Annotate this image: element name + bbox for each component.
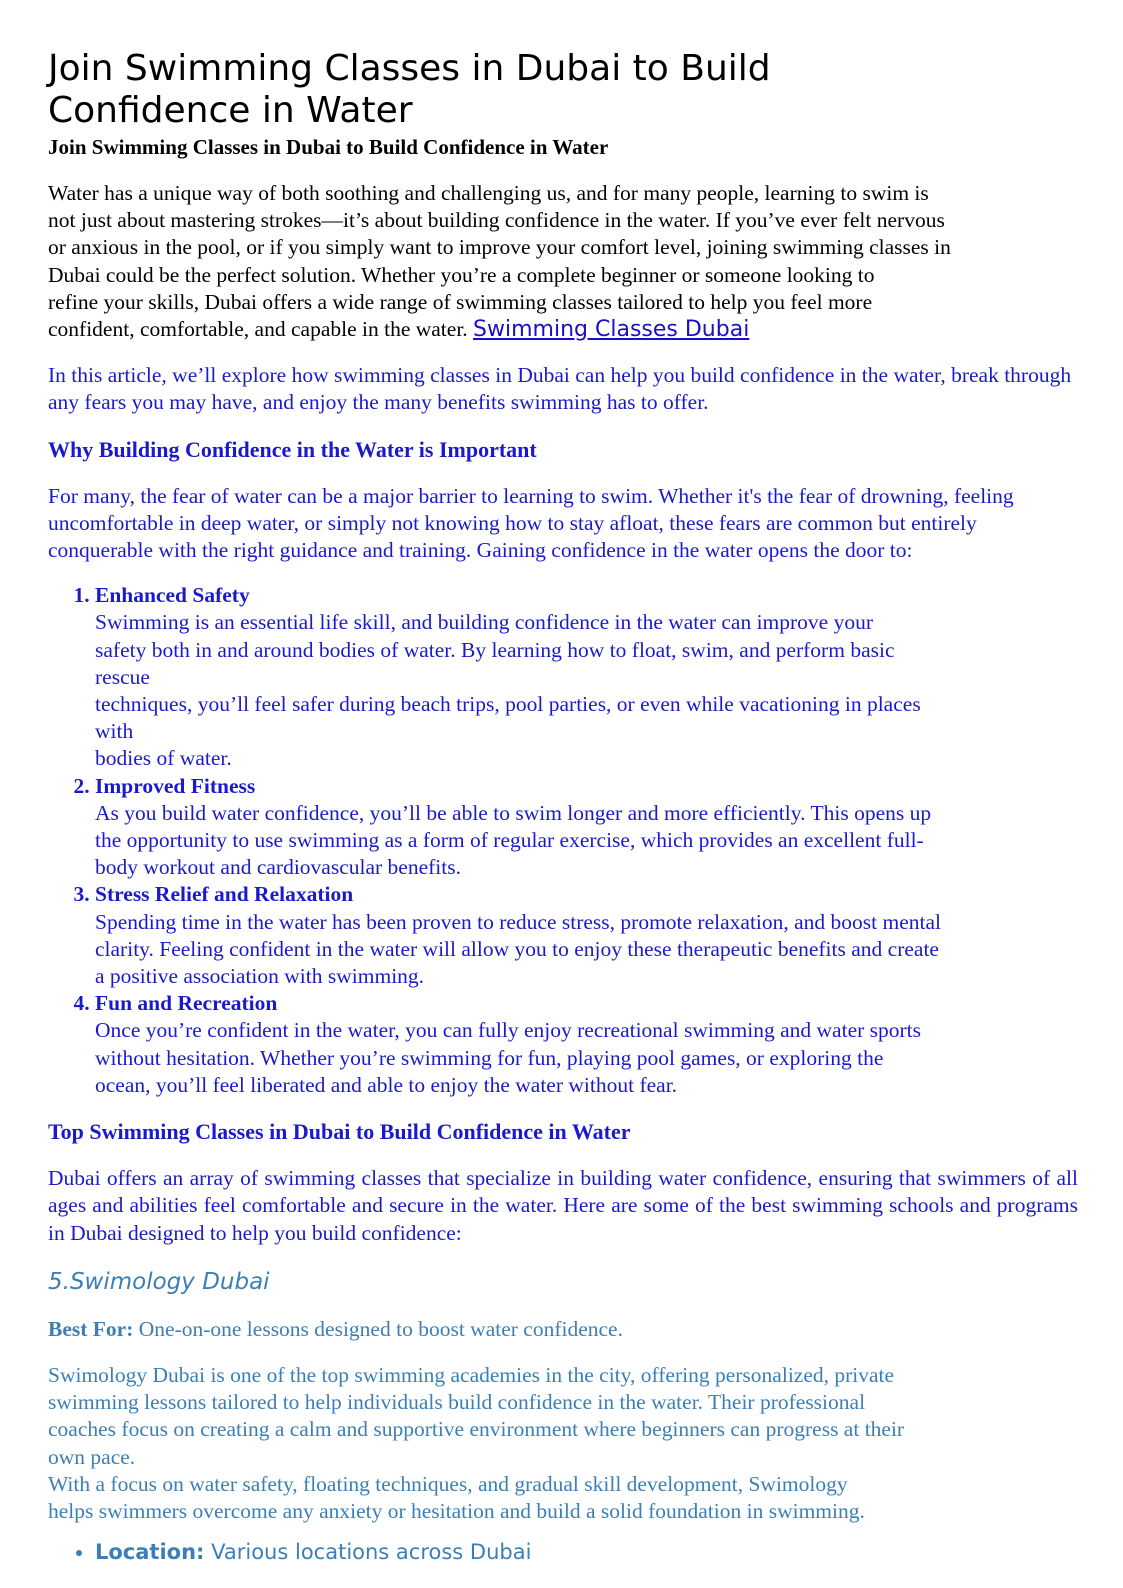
benefit-title: 3. Stress Relief and Relaxation (95, 882, 354, 907)
benefit-line: with (95, 719, 134, 744)
benefit-line: Swimming is an essential life skill, and building confidence in the water can improve your (95, 610, 873, 635)
intro-line: not just about mastering strokes—it’s about building confidence in the water. If you’ve ever felt nervous (48, 208, 945, 233)
intro-line: Dubai could be the perfect solution. Whether you’re a complete beginner or someone looking to (48, 262, 875, 287)
page-subtitle: Join Swimming Classes in Dubai to Build Confidence in Water (48, 135, 609, 159)
section-heading-top-classes: Top Swimming Classes in Dubai to Build Confidence in Water (48, 1119, 631, 1145)
school-description (48, 1362, 1078, 1525)
list-item (95, 1539, 1078, 1566)
school-heading: 5.Swimology Dubai (48, 1268, 270, 1295)
article-paragraph: In this article, we’ll explore how swimming classes in Dubai can help you build confidence in the water, break through any fears you may have, and enjoy the many benefits swimming has to offer. (48, 363, 1072, 415)
intro-line: refine your skills, Dubai offers a wide range of swimming classes tailored to help you feel more (48, 289, 873, 314)
desc-line: helps swimmers overcome any anxiety or hesitation and build a solid foundation in swimming. (48, 1498, 865, 1523)
location-label: Location: (95, 1540, 205, 1565)
benefit-title: 1. Enhanced Safety (95, 583, 250, 608)
best-for-text: One-on-one lessons designed to boost water confidence. (138, 1316, 623, 1341)
benefit-line: safety both in and around bodies of water. By learning how to float, swim, and perform basic (95, 637, 895, 662)
document-page (48, 48, 1078, 1566)
benefit-line: body workout and cardiovascular benefits. (95, 855, 461, 880)
benefit-line: the opportunity to use swimming as a form of regular exercise, which provides an excellent full- (95, 828, 924, 853)
benefits-list (48, 582, 1078, 1099)
benefit-title: 2. Improved Fitness (95, 773, 256, 798)
benefit-line: Once you’re confident in the water, you can fully enjoy recreational swimming and water sports (95, 1018, 922, 1043)
intro-line: Water has a unique way of both soothing and challenging us, and for many people, learning to swim is (48, 181, 929, 205)
benefit-line: rescue (95, 664, 150, 689)
top-classes-paragraph: Dubai offers an array of swimming classes that specialize in building water confidence, ensuring that swimmers of all ages and abilities feel comfortable and secure in the water. Here are some of the best swimming schools and programs in Dubai designed to help you build confidence: (48, 1166, 1078, 1245)
benefit-line: As you build water confidence, you’ll be able to swim longer and more efficiently. This opens up (95, 800, 932, 825)
intro-line: or anxious in the pool, or if you simply want to improve your comfort level, joining swimming classes in (48, 235, 951, 260)
desc-line: own pace. (48, 1444, 136, 1469)
intro-paragraph (48, 180, 1078, 343)
benefit-line: Spending time in the water has been proven to reduce stress, promote relaxation, and boost mental (95, 909, 942, 934)
best-for-label: Best For: (48, 1316, 134, 1341)
list-item (95, 881, 1078, 990)
benefit-line: bodies of water. (95, 746, 232, 771)
desc-line: With a focus on water safety, floating techniques, and gradual skill development, Swimology (48, 1471, 848, 1496)
list-item (95, 773, 1078, 882)
benefit-line: techniques, you’ll feel safer during beach trips, pool parties, or even while vacationing in places (95, 692, 921, 717)
benefit-title: 4. Fun and Recreation (95, 991, 278, 1016)
intro-line: confident, comfortable, and capable in the water. (48, 317, 468, 342)
swimming-classes-link[interactable]: Swimming Classes Dubai (473, 317, 750, 343)
importance-paragraph: For many, the fear of water can be a major barrier to learning to swim. Whether it's the fear of drowning, feeling uncomfortable in deep water, or simply not knowing how to stay afloat, these fears are common but entirely conquerable with the right guidance and training. Gaining confidence in the water opens the door to: (48, 483, 1014, 563)
location-text: Various locations across Dubai (211, 1540, 532, 1565)
desc-line: coaches focus on creating a calm and supportive environment where beginners can progress at their (48, 1417, 905, 1442)
benefit-line: a positive association with swimming. (95, 964, 425, 989)
benefit-line: without hesitation. Whether you’re swimming for fun, playing pool games, or exploring the (95, 1045, 884, 1070)
desc-line: Swimology Dubai is one of the top swimming academies in the city, offering personalized, private (48, 1362, 895, 1387)
list-item (95, 990, 1078, 1099)
desc-line: swimming lessons tailored to help individuals build confidence in the water. Their professional (48, 1390, 866, 1415)
best-for-line (48, 1316, 1078, 1343)
section-heading-importance: Why Building Confidence in the Water is Important (48, 436, 537, 462)
school-facts-list (48, 1539, 1078, 1566)
list-item (95, 582, 1078, 772)
benefit-line: clarity. Feeling confident in the water will allow you to enjoy these therapeutic benefits and create (95, 936, 939, 961)
benefit-line: ocean, you’ll feel liberated and able to enjoy the water without fear. (95, 1072, 678, 1097)
page-title: Join Swimming Classes in Dubai to Build Confidence in Water (48, 48, 771, 131)
